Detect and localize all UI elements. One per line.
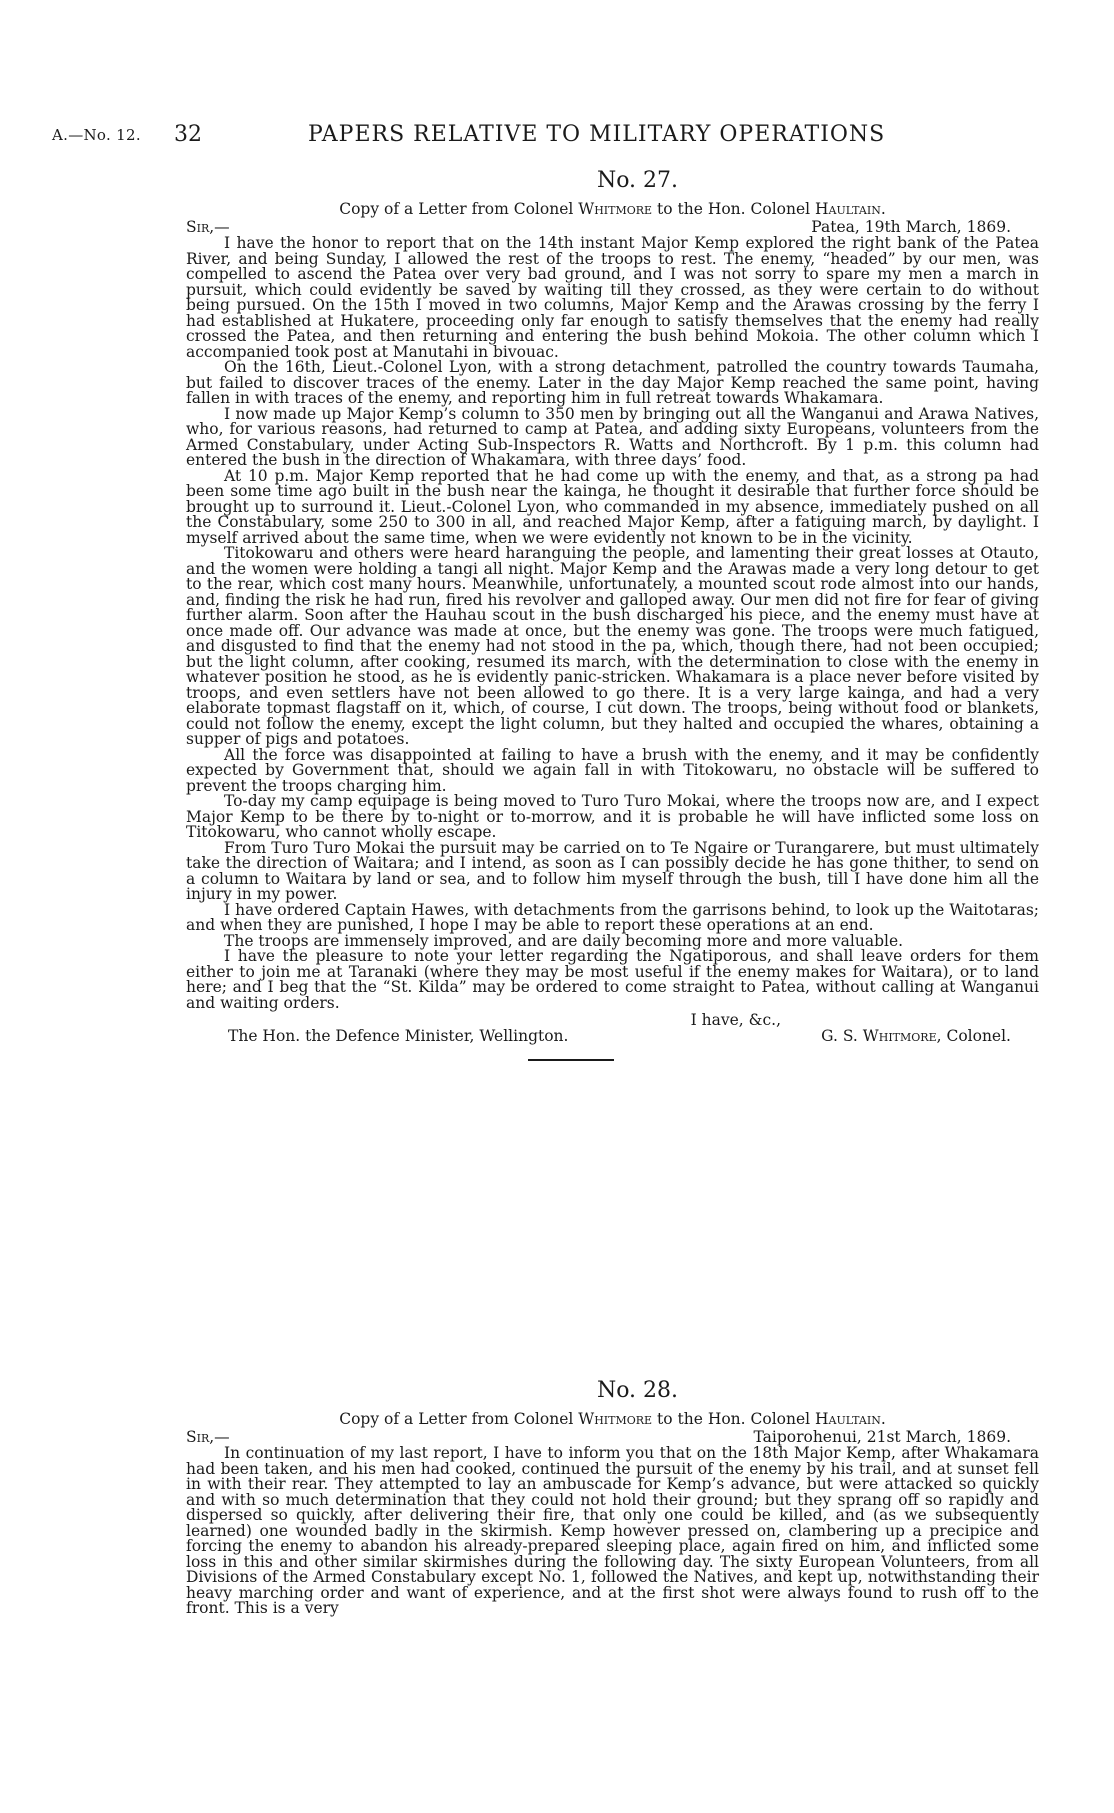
running-header [52,122,1062,152]
paragraph: Titokowaru and others were heard haranguing the people, and lamenting their great losses at Otauto, and the women were holding a tangi all night. Major Kemp and the Arawas made a very long detour to get to the rear, which cost many hours. Meanwhile, unfortunately, a mounted scout rode almost into our hands, and, finding the risk he had run, fired his revolver and galloped away. Our men did not fire for fear of giving further alarm. Soon after the Hauhau scout in the bush discharged his piece, and the enemy must have at once made off. Our advance was made at once, but the enemy was gone. The troops were much fatigued, and disgusted to find that the enemy had not stood in the pa, which, though there, had not been occupied; but the light column, after cooking, resumed its march, with the determination to close with the enemy in whatever position he stood, as he is evidently panic-stricken. Whakamara is a place never before visited by troops, and even settlers have not been allowed to go there. It is a very large kainga, and had a very elaborate topmast flagstaff on it, which, of course, I cut down. The troops, being without food or blankets, could not follow the enemy, except the light column, but they halted and occupied the whares, obtaining a supper of pigs and potatoes. [186,544,1039,748]
subheading-mid: to the Hon. Colonel [657,200,811,218]
section-divider [528,1059,614,1061]
paragraph: To-day my camp equipage is being moved to Turo Turo Mokai, where the troops now are, and I expect Major Kemp to be there by to-night or to-morrow, and it is probable he will have inflicted some loss on Titokowaru, who cannot wholly escape. [186,792,1039,841]
letter-subheading [186,200,1039,218]
paragraph: I now made up Major Kemp’s column to 350 men by bringing out all the Wanganui and Arawa Natives, who, for various reasons, had returned to camp at Patea, and adding sixty Europeans, volunteers from the Armed Constabulary, under Acting Sub-Inspectors R. Watts and Northcroft. By 1 p.m. this column had entered the bush in the direction of Whakamara, with three days’ food. [186,404,1039,469]
place-date: Patea, 19th March, 1869. [811,218,1011,236]
letter-recipient: Haultain. [815,200,886,218]
salutation-line [186,1430,1039,1446]
signature-initials: G. S. [821,1027,858,1045]
letter-27 [186,168,1039,1061]
paragraph: The troops are immensely improved, and are daily becoming more and more valuable. [224,931,904,950]
letter-number: No. 28. [596,1378,679,1403]
paragraph: From Turo Turo Mokai the pursuit may be carried on to Te Ngaire or Turangarere, but must ultimately take the direction of Waitara; and I intend, as soon as I can possibly decide he has gone thither, to send on a column to Waitara by land or sea, and to follow him myself through the bush, till I have done him all the injury in my power. [186,838,1039,903]
letter-number: No. 27. [596,168,679,193]
paragraph: In continuation of my last report, I have to inform you that on the 18th Major Kemp, after Whakamara had been taken, and his men had cooked, continued the pursuit of the enemy by his trail, and at sunset fell in with their rear. They attempted to lay an ambuscade for Kemp’s advance, but were attacked so quickly and with so much determination that they could not hold their ground; but they sprang off so rapidly and dispersed so quickly, after delivering their fire, that only one could be killed, and (as we subsequently learned) one wounded badly in the skirmish. Kemp however pressed on, clambering up a precipice and forcing the enemy to abandon his already-prepared sleeping place, again fired on him, and inflicted some loss in this and other similar skirmishes during the following day. The sixty European Volunteers, from all Divisions of the Armed Constabulary except No. 1, followed the Natives, and kept up, notwithstanding their heavy marching order and want of experience, and at the first shot were always found to rush off to the front. This is a very [186,1444,1039,1617]
paragraph: All the force was disappointed at failing to have a brush with the enemy, and it may be confidently expected by Government that, should we again fall in with Titokowaru, no obstacle will be suffered to prevent the troops charging him. [186,745,1039,795]
letter-sender: Whitmore [578,1410,653,1428]
subheading-prefix: Copy of a Letter from Colonel [339,1410,574,1428]
signature-rank: Colonel. [946,1027,1011,1045]
signature-name: Whitmore, [862,1027,942,1045]
subheading-prefix: Copy of a Letter from Colonel [339,200,574,218]
closing: I have, &c., [690,1011,781,1029]
paragraph: I have the honor to report that on the 14th instant Major Kemp explored the right bank of the Patea River, and being Sunday, I allowed the rest of the troops to rest. The enemy, “headed” by our men, was compelled to ascend the Patea over very bad ground, and I was not sorry to spare my men a march in pursuit, which could evidently be saved by waiting till they crossed, as they were certain to do without being pursued. On the 15th I moved in two columns, Major Kemp and the Arawas crossing by the ferry I had established at Hukatere, proceeding only far enough to satisfy themselves that the enemy had really crossed the Patea, and then returning and entering the bush behind Mokoia. The other column which I accompanied took post at Manutahi in bivouac. [186,234,1039,361]
subheading-mid: to the Hon. Colonel [657,1410,811,1428]
paragraph: I have ordered Captain Hawes, with detachments from the garrisons behind, to look up the Waitotaras; and when they are punished, I hope I may be able to report these operations at an end. [186,900,1039,934]
salutation-line [186,220,1039,236]
addressee: The Hon. the Defence Minister, Wellington. [228,1027,569,1045]
salutation: Sir,— [186,218,230,236]
paragraph: At 10 p.m. Major Kemp reported that he had come up with the enemy, and that, as a strong pa had been some time ago built in the bush near the kainga, he thought it desirable that further force should be brought up to surround it. Lieut.-Colonel Lyon, who commanded in my absence, immediately pushed on all the Constabulary, some 250 to 300 in all, and reached Major Kemp, after a fatiguing march, by daylight. I myself arrived about the same time, when we were evidently not known to be in the vicinity. [186,466,1039,547]
page-title: PAPERS RELATIVE TO MILITARY OPERATIONS [308,122,886,147]
paragraph: On the 16th, Lieut.-Colonel Lyon, with a strong detachment, patrolled the country towards Taumaha, but failed to discover traces of the enemy. Later in the day Major Kemp reached the same point, having fallen in with traces of the enemy, and reporting him in full retreat towards Whakamara. [186,358,1039,407]
signature-line [186,1029,1039,1047]
document-reference: A.—No. 12. [52,126,141,144]
place-date: Taiporohenui, 21st March, 1869. [753,1428,1011,1446]
page-number: 32 [174,122,202,147]
letter-sender: Whitmore [578,200,653,218]
letter-28 [186,1378,1039,1617]
signature [821,1029,1011,1045]
paragraph: I have the pleasure to note your letter regarding the Ngatiporous, and shall leave orders for them either to join me at Taranaki (where they may be most useful if the enemy makes for Waitara), or to land here; and I beg that the “St. Kilda” may be ordered to come straight to Patea, without calling at Wanganui and waiting orders. [186,947,1039,1012]
letter-recipient: Haultain. [815,1410,886,1428]
salutation: Sir,— [186,1428,230,1446]
letter-subheading [186,1410,1039,1428]
